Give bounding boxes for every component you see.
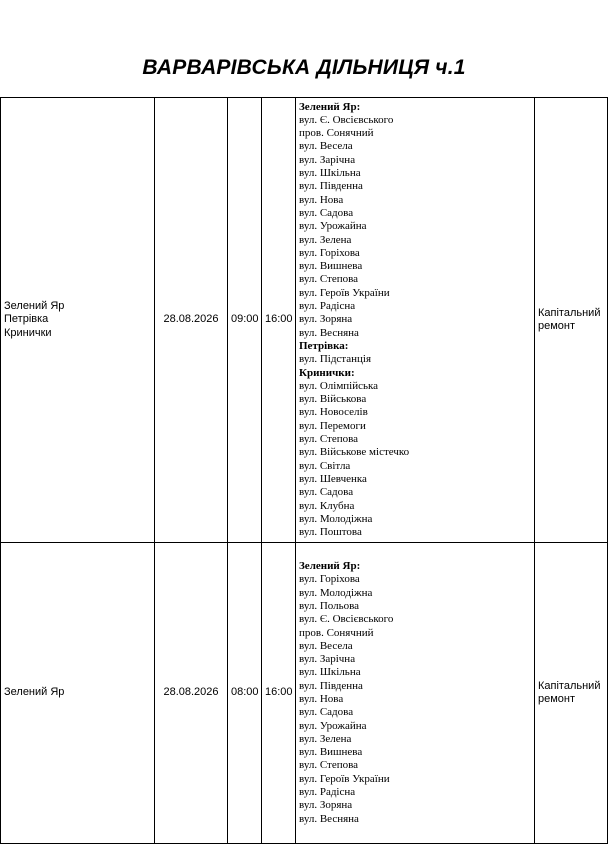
street-item: вул. Підстанція bbox=[299, 353, 372, 366]
street-item: вул. Молодіжна bbox=[299, 512, 373, 525]
streets-cell bbox=[296, 98, 535, 543]
street-item: вул. Є. Овсієвського bbox=[299, 613, 394, 626]
street-item: вул. Зоряна bbox=[299, 799, 353, 812]
street-item: вул. Зарічна bbox=[299, 153, 356, 166]
street-item: вул. Зарічна bbox=[299, 653, 356, 666]
settlements-cell bbox=[1, 98, 155, 543]
street-item: вул. Шкільна bbox=[299, 167, 361, 180]
street-group-title: Кринички: bbox=[299, 366, 355, 379]
table-row bbox=[1, 543, 608, 844]
reason-cell bbox=[535, 98, 608, 543]
street-item: вул. Весняна bbox=[299, 326, 359, 339]
street-item: вул. Зоряна bbox=[299, 313, 353, 326]
street-item: вул. Шкільна bbox=[299, 666, 361, 679]
date-cell: 28.08.2026 bbox=[155, 98, 228, 543]
street-item: вул. Нова bbox=[299, 693, 344, 705]
start-time-cell: 09:00 bbox=[228, 98, 262, 543]
street-item: вул. Вишнева bbox=[299, 260, 363, 273]
page-title: ВАРВАРІВСЬКА ДІЛЬНИЦЯ ч.1 bbox=[142, 56, 466, 79]
street-item: пров. Сонячний bbox=[299, 127, 374, 140]
street-item: вул. Є. Овсієвського bbox=[299, 113, 394, 126]
street-item: вул. Горіхова bbox=[299, 246, 360, 259]
street-item: вул. Урожайна bbox=[299, 719, 367, 732]
street-item: вул. Світла bbox=[299, 459, 351, 472]
street-item: вул. Весела bbox=[299, 140, 353, 153]
street-item: вул. Південна bbox=[299, 180, 363, 193]
street-item: вул. Зелена bbox=[299, 732, 352, 745]
street-item: вул. Горіхова bbox=[299, 573, 360, 586]
street-item: вул. Степова bbox=[299, 433, 359, 446]
street-item: вул. Військова bbox=[299, 393, 367, 406]
street-item: вул. Шевченка bbox=[299, 472, 367, 485]
start-time-cell: 08:00 bbox=[228, 543, 262, 844]
table-row bbox=[1, 98, 608, 543]
street-item: вул. Перемоги bbox=[299, 419, 366, 432]
reason-text: Капітальний bbox=[538, 306, 601, 319]
street-item: вул. Олімпійська bbox=[299, 379, 379, 392]
street-item: вул. Новоселів bbox=[299, 406, 368, 419]
street-item: вул. Садова bbox=[299, 206, 354, 219]
street-item: вул. Весняна bbox=[299, 812, 359, 825]
street-item: вул. Степова bbox=[299, 759, 359, 772]
street-item: вул. Польова bbox=[299, 599, 360, 612]
reason-text: ремонт bbox=[538, 693, 576, 705]
street-item: вул. Молодіжна bbox=[299, 586, 373, 599]
settlement-name: Петрівка bbox=[4, 313, 49, 326]
street-item: вул. Урожайна bbox=[299, 220, 367, 233]
street-item: вул. Південна bbox=[299, 679, 363, 692]
end-time-cell: 16:00 bbox=[262, 543, 296, 844]
street-item: пров. Сонячний bbox=[299, 626, 374, 639]
street-item: вул. Садова bbox=[299, 706, 354, 719]
street-item: вул. Зелена bbox=[299, 233, 352, 246]
date-cell: 28.08.2026 bbox=[155, 543, 228, 844]
reason-text: ремонт bbox=[538, 320, 576, 332]
end-time-cell: 16:00 bbox=[262, 98, 296, 543]
settlement-name: Кринички bbox=[4, 326, 52, 339]
street-item: вул. Героїв України bbox=[299, 772, 390, 785]
street-item: вул. Садова bbox=[299, 486, 354, 499]
street-item: вул. Радісна bbox=[299, 786, 356, 799]
reason-text: Капітальний bbox=[538, 679, 601, 692]
street-item: вул. Радісна bbox=[299, 300, 356, 313]
street-item: вул. Військове містечко bbox=[299, 446, 410, 459]
street-item: вул. Поштова bbox=[299, 526, 362, 539]
streets-cell bbox=[296, 543, 535, 844]
settlement-name: Зелений Яр bbox=[4, 686, 65, 699]
settlements-cell bbox=[1, 543, 155, 844]
street-item: вул. Весела bbox=[299, 639, 353, 652]
settlement-name: Зелений Яр bbox=[4, 300, 65, 313]
street-item: вул. Клубна bbox=[299, 499, 355, 512]
street-group-title: Зелений Яр: bbox=[299, 100, 361, 113]
outage-schedule-table bbox=[0, 97, 608, 844]
street-item: вул. Степова bbox=[299, 273, 359, 286]
street-group-title: Петрівка: bbox=[299, 339, 349, 352]
street-item: вул. Нова bbox=[299, 193, 344, 206]
street-group-title: Зелений Яр: bbox=[299, 560, 361, 573]
reason-cell bbox=[535, 543, 608, 844]
street-item: вул. Вишнева bbox=[299, 746, 363, 759]
street-item: вул. Героїв України bbox=[299, 286, 390, 299]
